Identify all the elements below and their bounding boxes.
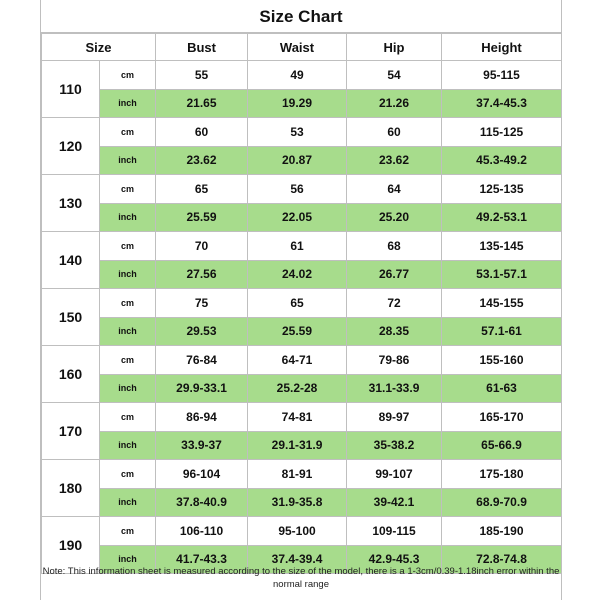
waist-inch-cell: 25.59 <box>248 317 347 346</box>
size-label: 120 <box>42 118 100 175</box>
table-row-cm <box>42 460 562 489</box>
waist-inch-cell: 19.29 <box>248 89 347 118</box>
waist-inch-cell: 29.1-31.9 <box>248 431 347 460</box>
unit-label-cm: cm <box>100 346 156 375</box>
table-row-inch <box>42 89 562 118</box>
waist-cm-cell: 49 <box>248 61 347 90</box>
bust-inch-cell: 41.7-43.3 <box>156 545 248 574</box>
hip-cm-cell: 89-97 <box>347 403 442 432</box>
waist-cm-cell: 53 <box>248 118 347 147</box>
height-inch-cell: 68.9-70.9 <box>442 488 562 517</box>
height-cm-cell: 185-190 <box>442 517 562 546</box>
bust-inch-cell: 23.62 <box>156 146 248 175</box>
height-cm-cell: 155-160 <box>442 346 562 375</box>
waist-inch-cell: 24.02 <box>248 260 347 289</box>
unit-label-inch: inch <box>100 317 156 346</box>
table-row-cm <box>42 403 562 432</box>
table-row-cm <box>42 517 562 546</box>
bust-inch-cell: 27.56 <box>156 260 248 289</box>
unit-label-cm: cm <box>100 460 156 489</box>
chart-title: Size Chart <box>41 0 561 33</box>
unit-label-inch: inch <box>100 260 156 289</box>
unit-label-cm: cm <box>100 175 156 204</box>
size-chart <box>40 0 562 600</box>
hip-cm-cell: 68 <box>347 232 442 261</box>
unit-label-cm: cm <box>100 61 156 90</box>
header-bust: Bust <box>156 34 248 61</box>
header-height: Height <box>442 34 562 61</box>
table-row-inch <box>42 317 562 346</box>
height-inch-cell: 72.8-74.8 <box>442 545 562 574</box>
table-row-cm <box>42 61 562 90</box>
hip-inch-cell: 26.77 <box>347 260 442 289</box>
unit-label-inch: inch <box>100 89 156 118</box>
size-label: 130 <box>42 175 100 232</box>
footnote: Note: This information sheet is measured according to the size of the model, there is a 1-3cm/0.39-1.18inch error within the normal range <box>42 566 560 590</box>
size-label: 170 <box>42 403 100 460</box>
table-row-cm <box>42 175 562 204</box>
table-row-inch <box>42 203 562 232</box>
unit-label-cm: cm <box>100 232 156 261</box>
waist-inch-cell: 20.87 <box>248 146 347 175</box>
waist-inch-cell: 31.9-35.8 <box>248 488 347 517</box>
unit-label-inch: inch <box>100 545 156 574</box>
height-cm-cell: 145-155 <box>442 289 562 318</box>
waist-cm-cell: 95-100 <box>248 517 347 546</box>
hip-inch-cell: 42.9-45.3 <box>347 545 442 574</box>
unit-label-inch: inch <box>100 488 156 517</box>
size-label: 110 <box>42 61 100 118</box>
bust-inch-cell: 25.59 <box>156 203 248 232</box>
bust-cm-cell: 55 <box>156 61 248 90</box>
table-row-cm <box>42 118 562 147</box>
table-row-inch <box>42 260 562 289</box>
bust-inch-cell: 33.9-37 <box>156 431 248 460</box>
bust-cm-cell: 65 <box>156 175 248 204</box>
table-row-inch <box>42 488 562 517</box>
height-inch-cell: 65-66.9 <box>442 431 562 460</box>
hip-inch-cell: 39-42.1 <box>347 488 442 517</box>
height-cm-cell: 125-135 <box>442 175 562 204</box>
unit-label-cm: cm <box>100 289 156 318</box>
header-size: Size <box>42 34 156 61</box>
waist-cm-cell: 56 <box>248 175 347 204</box>
hip-inch-cell: 35-38.2 <box>347 431 442 460</box>
hip-cm-cell: 60 <box>347 118 442 147</box>
bust-inch-cell: 29.9-33.1 <box>156 374 248 403</box>
hip-inch-cell: 28.35 <box>347 317 442 346</box>
height-cm-cell: 95-115 <box>442 61 562 90</box>
height-inch-cell: 37.4-45.3 <box>442 89 562 118</box>
header-row <box>42 34 562 61</box>
bust-cm-cell: 60 <box>156 118 248 147</box>
hip-cm-cell: 109-115 <box>347 517 442 546</box>
hip-inch-cell: 25.20 <box>347 203 442 232</box>
unit-label-inch: inch <box>100 374 156 403</box>
table-row-cm <box>42 346 562 375</box>
table-row-inch <box>42 374 562 403</box>
unit-label-cm: cm <box>100 517 156 546</box>
bust-cm-cell: 96-104 <box>156 460 248 489</box>
bust-cm-cell: 76-84 <box>156 346 248 375</box>
header-hip: Hip <box>347 34 442 61</box>
bust-cm-cell: 86-94 <box>156 403 248 432</box>
table-row-inch <box>42 431 562 460</box>
waist-cm-cell: 61 <box>248 232 347 261</box>
bust-cm-cell: 75 <box>156 289 248 318</box>
waist-cm-cell: 74-81 <box>248 403 347 432</box>
hip-inch-cell: 21.26 <box>347 89 442 118</box>
height-inch-cell: 57.1-61 <box>442 317 562 346</box>
waist-inch-cell: 25.2-28 <box>248 374 347 403</box>
height-inch-cell: 49.2-53.1 <box>442 203 562 232</box>
unit-label-inch: inch <box>100 431 156 460</box>
bust-inch-cell: 37.8-40.9 <box>156 488 248 517</box>
height-inch-cell: 53.1-57.1 <box>442 260 562 289</box>
waist-cm-cell: 64-71 <box>248 346 347 375</box>
hip-cm-cell: 54 <box>347 61 442 90</box>
table-row-cm <box>42 289 562 318</box>
unit-label-inch: inch <box>100 146 156 175</box>
hip-cm-cell: 79-86 <box>347 346 442 375</box>
hip-inch-cell: 23.62 <box>347 146 442 175</box>
size-label: 190 <box>42 517 100 574</box>
size-label: 160 <box>42 346 100 403</box>
height-cm-cell: 115-125 <box>442 118 562 147</box>
unit-label-cm: cm <box>100 403 156 432</box>
hip-inch-cell: 31.1-33.9 <box>347 374 442 403</box>
waist-cm-cell: 65 <box>248 289 347 318</box>
waist-inch-cell: 37.4-39.4 <box>248 545 347 574</box>
height-inch-cell: 45.3-49.2 <box>442 146 562 175</box>
unit-label-cm: cm <box>100 118 156 147</box>
height-cm-cell: 135-145 <box>442 232 562 261</box>
bust-inch-cell: 29.53 <box>156 317 248 346</box>
bust-inch-cell: 21.65 <box>156 89 248 118</box>
height-inch-cell: 61-63 <box>442 374 562 403</box>
hip-cm-cell: 64 <box>347 175 442 204</box>
bust-cm-cell: 106-110 <box>156 517 248 546</box>
size-table <box>41 33 562 574</box>
size-label: 140 <box>42 232 100 289</box>
waist-cm-cell: 81-91 <box>248 460 347 489</box>
hip-cm-cell: 72 <box>347 289 442 318</box>
height-cm-cell: 175-180 <box>442 460 562 489</box>
hip-cm-cell: 99-107 <box>347 460 442 489</box>
bust-cm-cell: 70 <box>156 232 248 261</box>
header-waist: Waist <box>248 34 347 61</box>
unit-label-inch: inch <box>100 203 156 232</box>
size-label: 180 <box>42 460 100 517</box>
height-cm-cell: 165-170 <box>442 403 562 432</box>
table-row-inch <box>42 146 562 175</box>
table-row-cm <box>42 232 562 261</box>
size-label: 150 <box>42 289 100 346</box>
waist-inch-cell: 22.05 <box>248 203 347 232</box>
